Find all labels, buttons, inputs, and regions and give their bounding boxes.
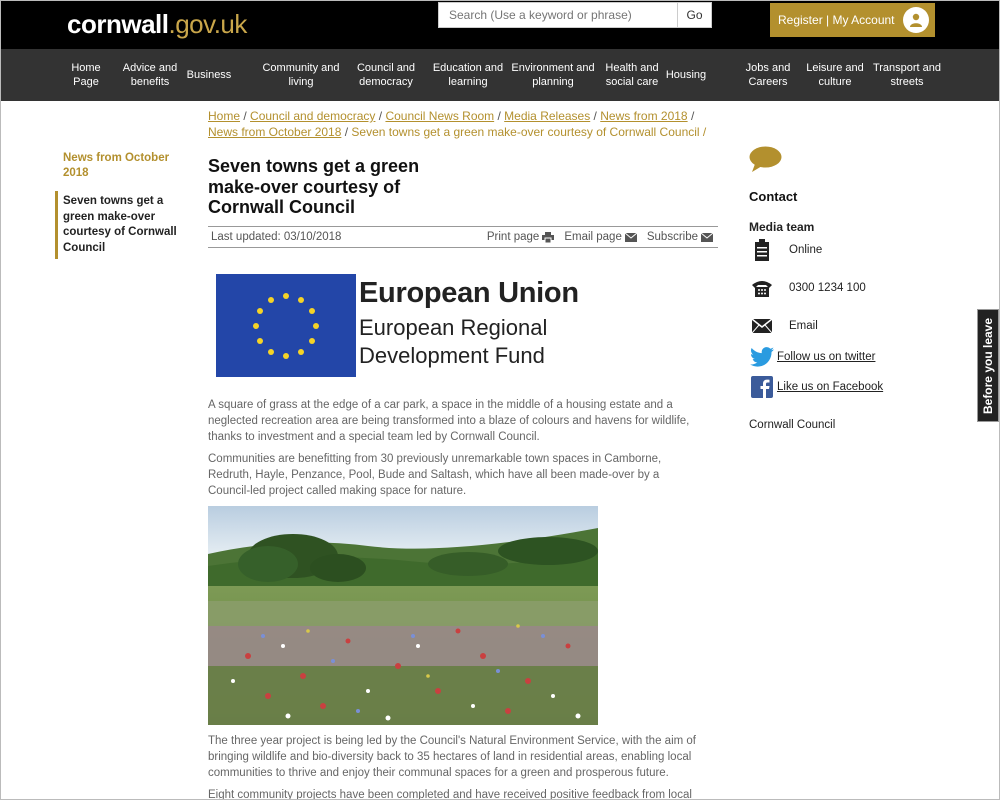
twitter-bird-icon bbox=[749, 347, 775, 367]
wildflower-meadow-photo bbox=[208, 506, 598, 725]
site-header bbox=[1, 1, 1000, 49]
twitter-link[interactable] bbox=[749, 347, 875, 367]
contact-phone-number: 0300 1234 100 bbox=[789, 282, 866, 294]
eu-subheading-1: European Regional bbox=[359, 315, 548, 340]
main-nav bbox=[1, 49, 1000, 101]
facebook-link-label: Like us on Facebook bbox=[777, 381, 884, 393]
clipboard-icon bbox=[749, 239, 775, 261]
email-page-link[interactable] bbox=[564, 231, 637, 243]
twitter-link-label: Follow us on twitter bbox=[777, 351, 876, 363]
nav-business[interactable]: Business bbox=[186, 69, 232, 81]
section-sidebar bbox=[63, 151, 183, 259]
breadcrumb: Home / Council and democracy / Council News Room / Media Releases / News from 2018 / News from October 2018 / Seven towns get a green make-over courtesy of Cornwall Council / bbox=[208, 109, 707, 139]
eu-heading: European Union bbox=[359, 277, 579, 309]
article-meta-bar bbox=[208, 226, 718, 248]
subscribe-link[interactable] bbox=[647, 231, 713, 243]
nav-advice-and-benefits[interactable]: Advice and benefits bbox=[122, 62, 178, 88]
envelope-icon bbox=[749, 319, 775, 333]
sidebar-current-item: Seven towns get a green make-over courtesy of Cornwall Council bbox=[55, 191, 183, 259]
contact-online-label: Online bbox=[789, 244, 823, 256]
contact-panel bbox=[749, 146, 949, 234]
nav-housing[interactable]: Housing bbox=[665, 69, 707, 81]
nav-home-page[interactable]: Home Page bbox=[71, 62, 101, 88]
page-title: Seven towns get a green make-over courtesy of Cornwall Council bbox=[208, 156, 420, 217]
print-page-label: Print page bbox=[486, 231, 540, 243]
breadcrumb-link[interactable]: Council News Room bbox=[385, 109, 495, 123]
breadcrumb-link[interactable]: News from October 2018 bbox=[208, 125, 342, 139]
article-paragraph: A square of grass at the edge of a car park, a space in the middle of a housing estate and a neglected recreation area are being transformed into a blaze of colours and havens for wildlife, thanks to investment and a special team led by Cornwall Council. bbox=[208, 399, 690, 443]
logo-main-text: cornwall bbox=[67, 9, 169, 39]
facebook-icon bbox=[749, 376, 775, 398]
breadcrumb-link[interactable]: Home bbox=[208, 109, 241, 123]
breadcrumb-link[interactable]: Media Releases bbox=[504, 109, 591, 123]
envelope-icon bbox=[625, 233, 637, 242]
account-button[interactable] bbox=[770, 3, 935, 37]
breadcrumb-current: Seven towns get a green make-over courtesy of Cornwall Council / bbox=[351, 125, 707, 139]
media-team-heading: Media team bbox=[749, 220, 815, 234]
nav-jobs-and-careers[interactable]: Jobs and Careers bbox=[745, 62, 791, 88]
eu-funding-logo bbox=[359, 277, 579, 370]
last-updated: Last updated: 03/10/2018 bbox=[211, 231, 342, 243]
before-you-leave-label: Before you leave bbox=[981, 317, 995, 414]
nav-community-and-living[interactable]: Community and living bbox=[262, 62, 340, 88]
speech-bubble-icon bbox=[749, 146, 782, 172]
contact-organisation: Cornwall Council bbox=[749, 419, 836, 431]
facebook-link[interactable] bbox=[749, 376, 883, 398]
contact-online-row[interactable] bbox=[749, 239, 822, 261]
nav-council-and-democracy[interactable]: Council and democracy bbox=[356, 62, 416, 88]
search-go-button[interactable]: Go bbox=[677, 2, 712, 28]
sidebar-parent-link[interactable]: News from October 2018 bbox=[63, 152, 170, 179]
search-input[interactable] bbox=[438, 2, 678, 28]
breadcrumb-link[interactable]: Council and democracy bbox=[250, 109, 376, 123]
contact-email-row[interactable] bbox=[749, 319, 818, 333]
nav-education-and-learning[interactable]: Education and learning bbox=[432, 62, 504, 88]
before-you-leave-tab[interactable] bbox=[977, 309, 999, 422]
eu-subheading-2: Development Fund bbox=[359, 343, 545, 368]
print-page-link[interactable] bbox=[487, 231, 554, 243]
article-paragraph: Communities are benefitting from 30 previously unremarkable town spaces in Camborne, Redruth, Hayle, Penzance, Pool, Bude and Saltash, which have all been made-over by a Council-led project called making space for nature. bbox=[208, 453, 662, 497]
eu-flag-image bbox=[216, 274, 356, 377]
nav-environment-and-planning[interactable]: Environment and planning bbox=[511, 62, 595, 88]
subscribe-label: Subscribe bbox=[646, 231, 698, 243]
nav-transport-and-streets[interactable]: Transport and streets bbox=[872, 62, 942, 88]
email-page-label: Email page bbox=[564, 231, 622, 243]
article-paragraph: Eight community projects have been completed and have received positive feedback from local bbox=[208, 789, 692, 800]
account-label: Register | My Account bbox=[778, 13, 895, 27]
nav-health-and-social-care[interactable]: Health and social care bbox=[605, 62, 659, 88]
user-icon bbox=[903, 7, 929, 33]
article-paragraph: The three year project is being led by the Council's Natural Environment Service, with the aim of bringing wildlife and bio-diversity back to 35 hectares of land in residential areas, enabling local communities to thrive and enjoy their communal spaces for a green and prosperous future. bbox=[208, 735, 696, 779]
logo-domain-text: .gov.uk bbox=[168, 9, 247, 39]
telephone-icon bbox=[749, 279, 775, 297]
nav-leisure-and-culture[interactable]: Leisure and culture bbox=[806, 62, 864, 88]
contact-phone-row[interactable] bbox=[749, 279, 866, 297]
page-actions bbox=[487, 231, 713, 243]
printer-icon bbox=[542, 232, 554, 243]
site-logo[interactable] bbox=[67, 9, 247, 40]
breadcrumb-link[interactable]: News from 2018 bbox=[600, 109, 688, 123]
contact-heading: Contact bbox=[749, 189, 798, 204]
envelope-icon bbox=[701, 233, 713, 242]
contact-email-label: Email bbox=[789, 320, 818, 332]
